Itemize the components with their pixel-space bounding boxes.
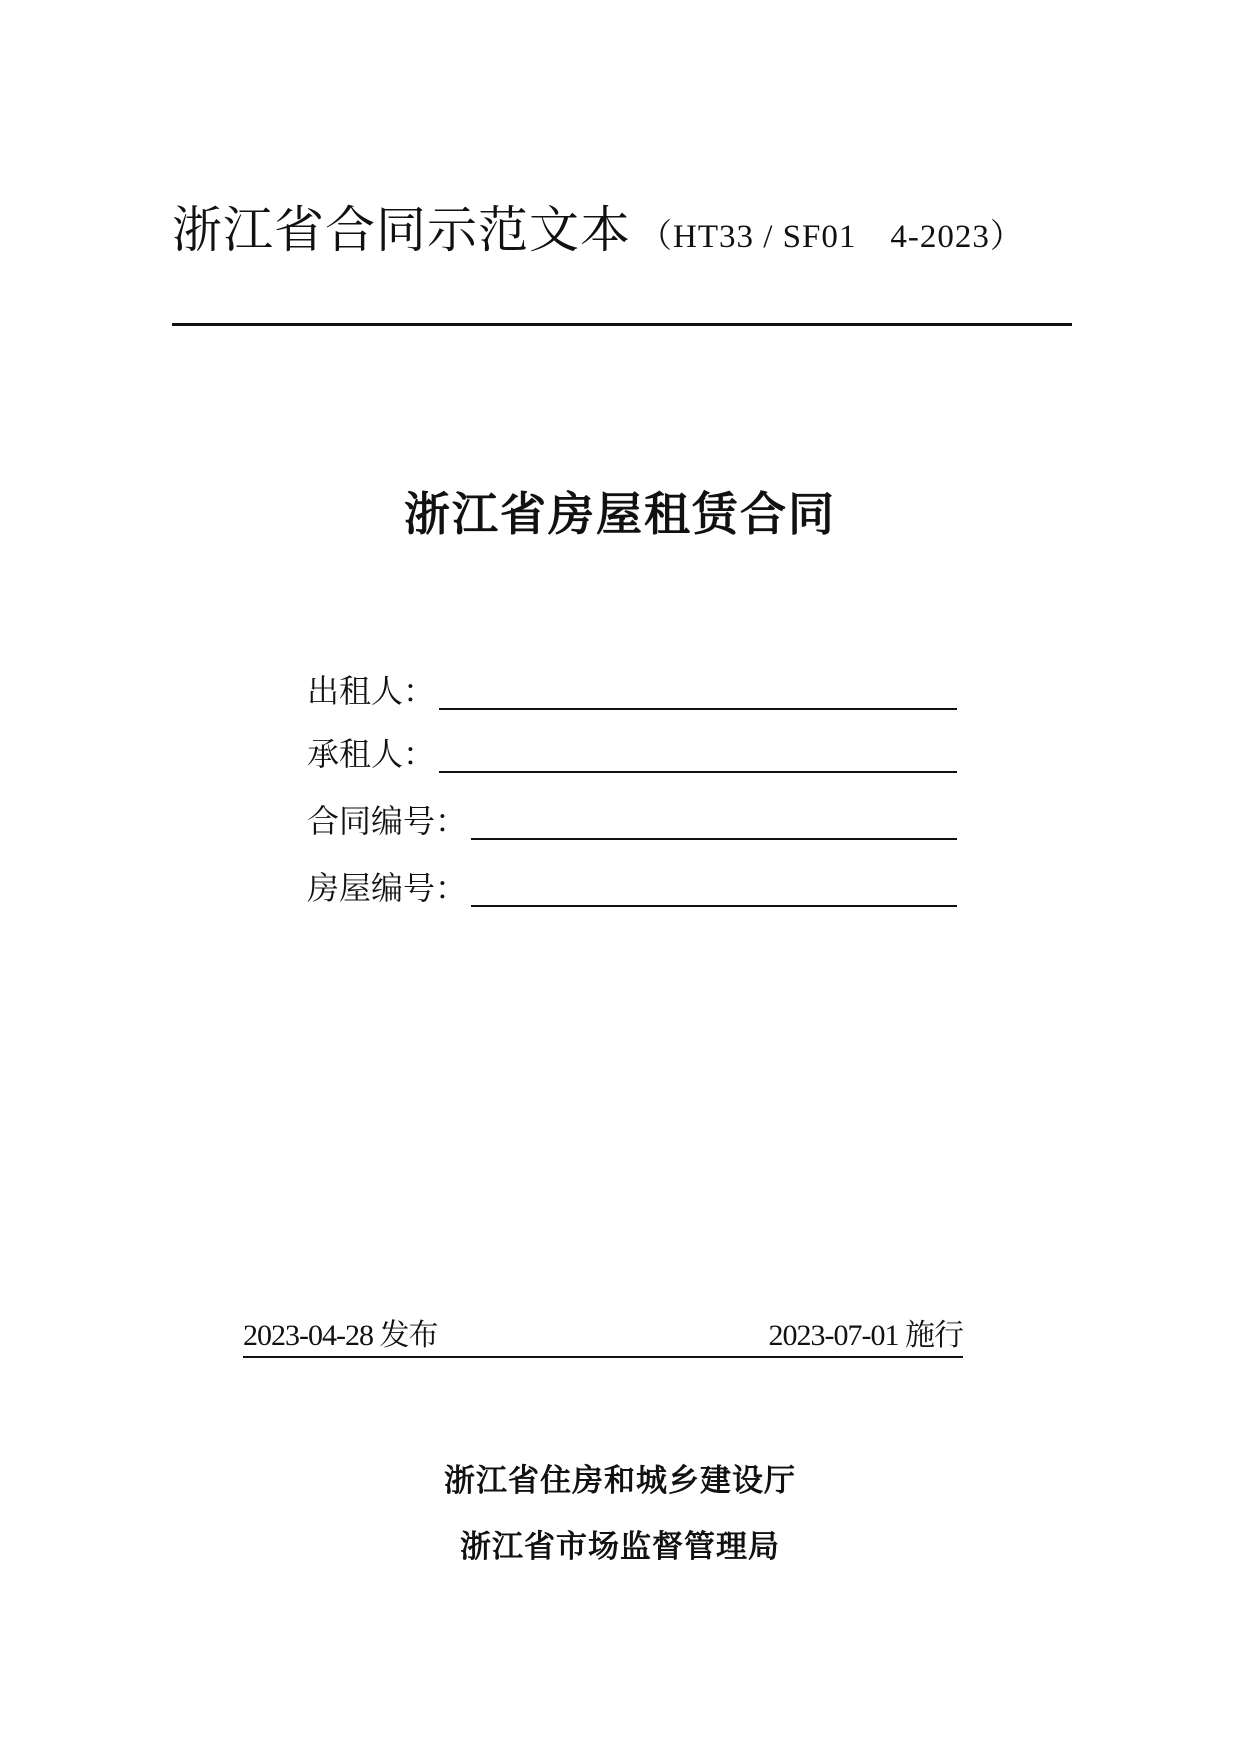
field-house-number bbox=[307, 859, 957, 909]
field-blank-house-number[interactable] bbox=[471, 905, 957, 907]
header-title bbox=[172, 190, 1024, 270]
issuer-market-regulation: 浙江省市场监督管理局 bbox=[460, 1529, 780, 1565]
field-blank-lessor[interactable] bbox=[439, 708, 957, 710]
field-blank-lessee[interactable] bbox=[439, 771, 957, 773]
issuer-housing-department: 浙江省住房和城乡建设厅 bbox=[444, 1463, 796, 1499]
field-lessee bbox=[307, 725, 957, 775]
field-label-lessee: 承租人： bbox=[307, 735, 436, 773]
header-divider bbox=[172, 323, 1072, 326]
template-series-title: 浙江省合同示范文本 bbox=[172, 201, 631, 259]
publish-date: 2023-04-28 发布 bbox=[243, 1319, 438, 1352]
field-contract-number bbox=[307, 792, 957, 842]
field-lessor bbox=[307, 662, 957, 712]
field-label-house-number: 房屋编号： bbox=[307, 869, 468, 907]
field-label-lessor: 出租人： bbox=[307, 672, 436, 710]
effective-date: 2023-07-01 施行 bbox=[768, 1319, 963, 1352]
dates-row bbox=[243, 1312, 963, 1358]
field-blank-contract-number[interactable] bbox=[471, 838, 957, 840]
document-title: 浙江省房屋租赁合同 bbox=[404, 487, 836, 541]
template-code: （HT33 / SF01 4-2023） bbox=[639, 219, 1024, 255]
field-label-contract-number: 合同编号： bbox=[307, 802, 468, 840]
